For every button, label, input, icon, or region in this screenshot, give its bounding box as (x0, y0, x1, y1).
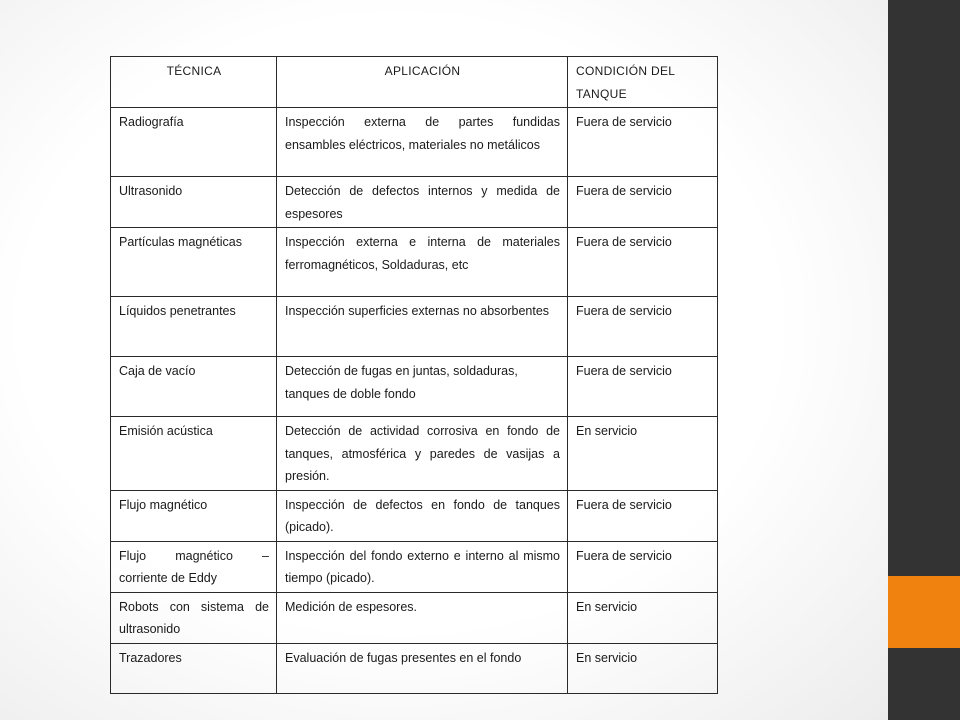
accent-block (888, 576, 960, 648)
cell-condicion: Fuera de servicio (568, 357, 718, 417)
cell-tecnica: Ultrasonido (111, 177, 277, 228)
cell-aplicacion: Inspección del fondo externo e interno al mismo tiempo (picado). (277, 541, 568, 592)
cell-aplicacion: Inspección externa e interna de materiales ferromagnéticos, Soldaduras, etc (277, 228, 568, 297)
table-row (111, 541, 718, 592)
cell-aplicacion: Inspección superficies externas no absorbentes (277, 297, 568, 357)
cell-condicion: Fuera de servicio (568, 108, 718, 177)
header-condicion: CONDICIÓN DEL TANQUE (568, 57, 718, 108)
table-row (111, 228, 718, 297)
table-header-row (111, 57, 718, 108)
inspection-techniques-table (110, 56, 718, 694)
header-tecnica: TÉCNICA (111, 57, 277, 108)
cell-condicion: En servicio (568, 592, 718, 643)
table-row (111, 357, 718, 417)
cell-tecnica: Flujo magnético – corriente de Eddy (111, 541, 277, 592)
cell-aplicacion: Inspección externa de partes fundidas ensambles eléctricos, materiales no metálicos (277, 108, 568, 177)
table-row (111, 177, 718, 228)
cell-condicion: Fuera de servicio (568, 297, 718, 357)
cell-tecnica: Flujo magnético (111, 490, 277, 541)
cell-tecnica: Líquidos penetrantes (111, 297, 277, 357)
cell-tecnica: Emisión acústica (111, 417, 277, 491)
cell-aplicacion: Detección de defectos internos y medida de espesores (277, 177, 568, 228)
table-container (110, 56, 717, 665)
table-row (111, 490, 718, 541)
cell-tecnica: Caja de vacío (111, 357, 277, 417)
table-row (111, 643, 718, 693)
cell-aplicacion: Detección de actividad corrosiva en fondo de tanques, atmosférica y paredes de vasijas a presión. (277, 417, 568, 491)
cell-aplicacion: Evaluación de fugas presentes en el fondo (277, 643, 568, 693)
cell-condicion: Fuera de servicio (568, 177, 718, 228)
cell-aplicacion: Detección de fugas en juntas, soldaduras, tanques de doble fondo (277, 357, 568, 417)
cell-condicion: En servicio (568, 643, 718, 693)
cell-aplicacion: Inspección de defectos en fondo de tanques (picado). (277, 490, 568, 541)
cell-condicion: Fuera de servicio (568, 490, 718, 541)
header-aplicacion: APLICACIÓN (277, 57, 568, 108)
cell-tecnica: Partículas magnéticas (111, 228, 277, 297)
table-row (111, 297, 718, 357)
cell-condicion: Fuera de servicio (568, 541, 718, 592)
cell-aplicacion: Medición de espesores. (277, 592, 568, 643)
cell-tecnica: Trazadores (111, 643, 277, 693)
cell-condicion: En servicio (568, 417, 718, 491)
cell-tecnica: Robots con sistema de ultrasonido (111, 592, 277, 643)
table-row (111, 108, 718, 177)
cell-condicion: Fuera de servicio (568, 228, 718, 297)
cell-tecnica: Radiografía (111, 108, 277, 177)
table-row (111, 417, 718, 491)
table-row (111, 592, 718, 643)
